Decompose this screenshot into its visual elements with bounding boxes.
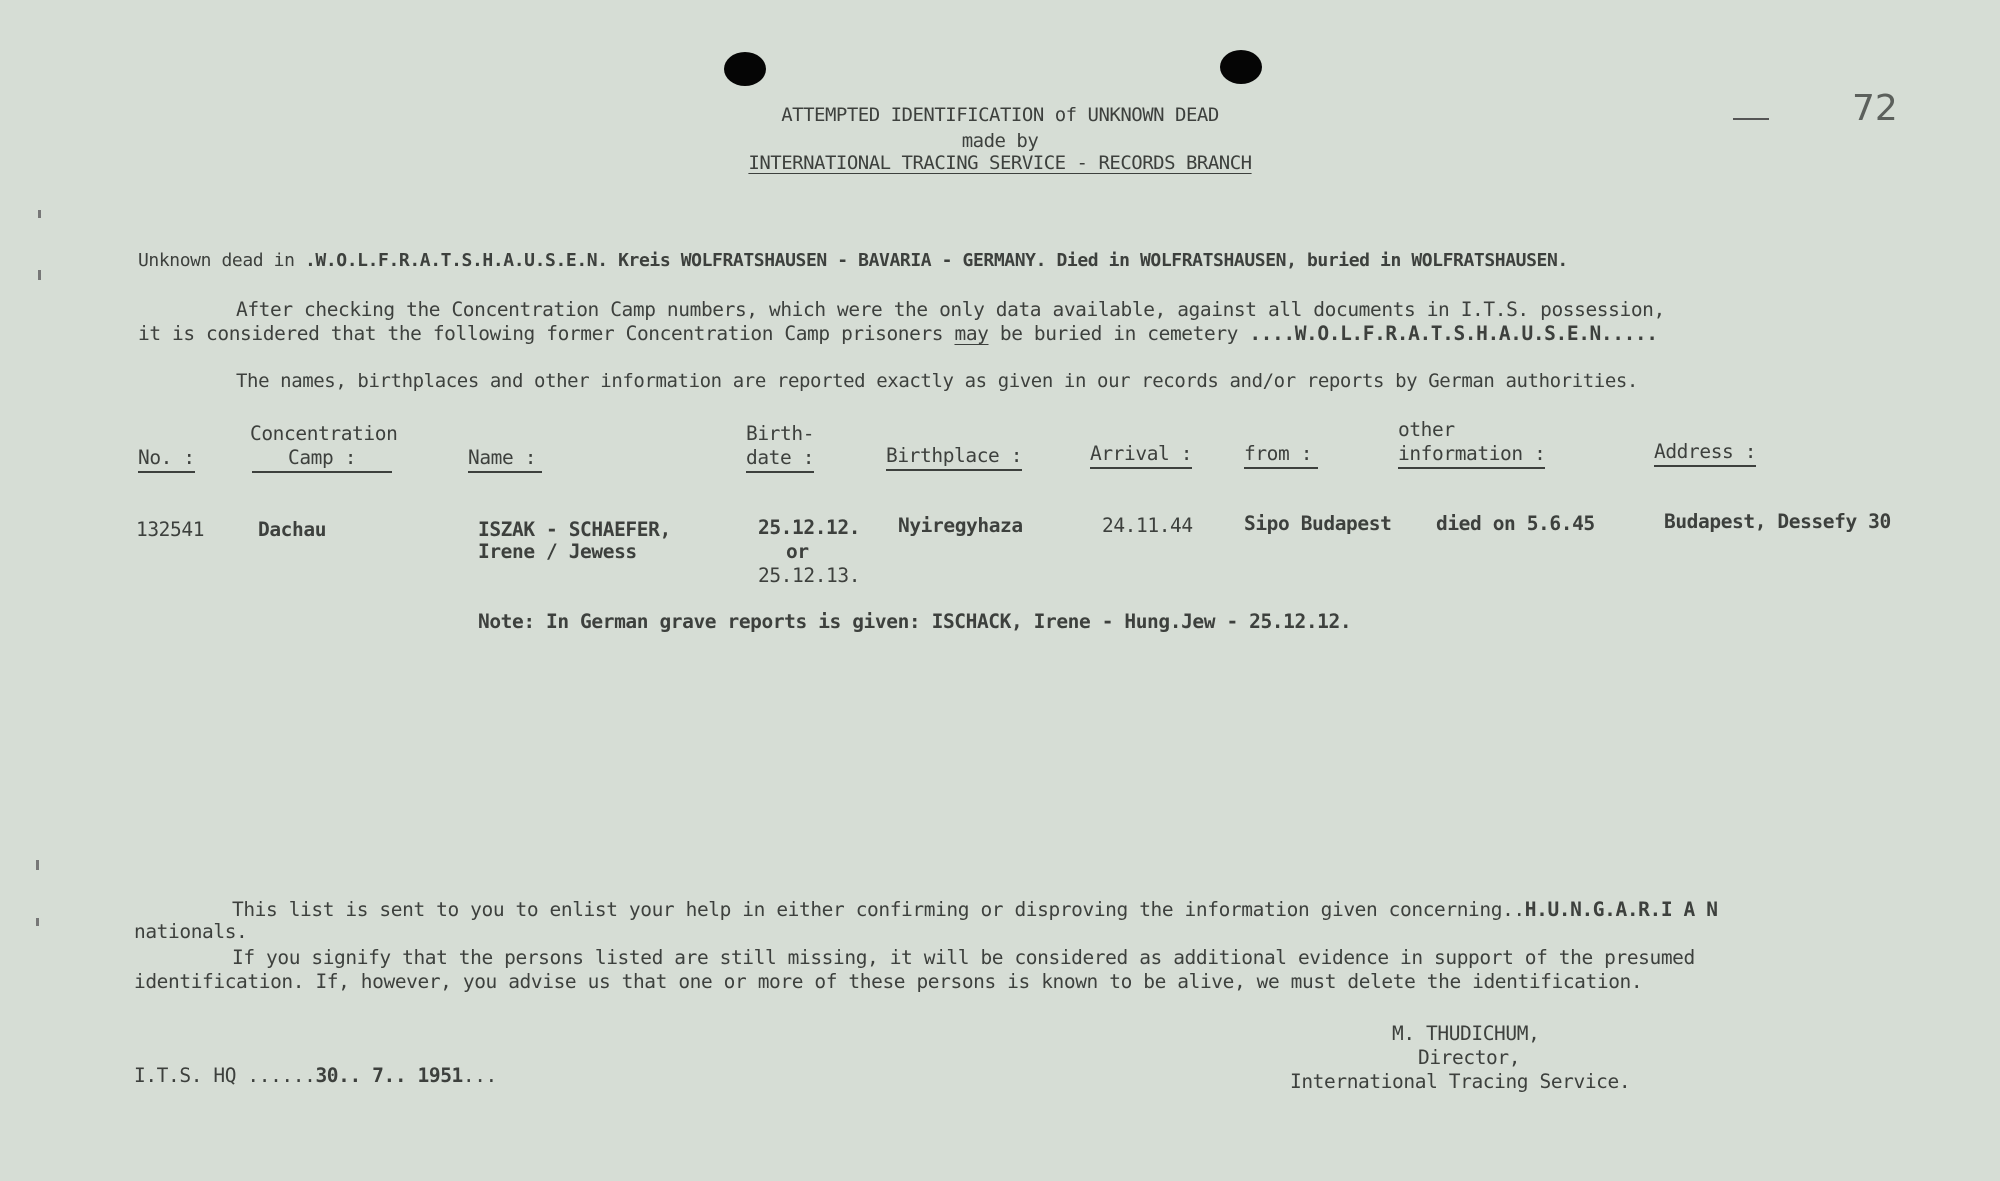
cell-birthplace: Nyiregyhaza <box>898 514 1023 537</box>
edge-mark <box>38 270 41 280</box>
col-header-arrival: Arrival : <box>1090 442 1192 469</box>
col-header-birthdate: date : <box>746 446 814 473</box>
closing-text: This list is sent to you to enlist your help in either confirming or disproving the information given concerning.. <box>232 898 1525 921</box>
unknown-dead-location: .W.O.L.F.R.A.T.S.H.A.U.S.E.N. Kreis WOLFRATSHAUSEN - BAVARIA - GERMANY. Died in WOLFRATSHAUSEN, buried in WOLFRATSHAUSEN. <box>305 250 1568 271</box>
unknown-dead-line <box>138 250 1568 271</box>
cell-name-line2: Irene / Jewess <box>478 540 637 563</box>
header-title: ATTEMPTED IDENTIFICATION of UNKNOWN DEAD <box>781 104 1219 126</box>
col-header-name: Name : <box>468 446 542 473</box>
page-number: 72 <box>1852 88 1898 129</box>
col-header-camp: Camp : <box>252 446 392 473</box>
signer-org: International Tracing Service. <box>1290 1070 1631 1093</box>
header-made-by: made by <box>961 130 1039 152</box>
col-header-from: from : <box>1244 442 1318 469</box>
intro-text: be buried in cemetery <box>999 322 1238 345</box>
col-header-camp-top: Concentration <box>250 422 398 445</box>
hq-dots: ... <box>462 1064 497 1087</box>
cell-camp: Dachau <box>258 518 327 541</box>
cell-from: Sipo Budapest <box>1244 512 1392 535</box>
nationality: H.U.N.G.A.R.I A N <box>1524 898 1718 921</box>
edge-mark <box>38 210 41 218</box>
closing-line1 <box>232 898 1718 921</box>
col-header-birthdate-top: Birth- <box>746 422 815 445</box>
edge-mark <box>36 860 39 870</box>
intro-paragraph-line2 <box>138 322 1658 345</box>
col-header-no: No. : <box>138 446 195 473</box>
col-header-other-top: other <box>1398 418 1455 441</box>
hq-label: I.T.S. HQ ...... <box>134 1064 316 1087</box>
cemetery-name: ....W.O.L.F.R.A.T.S.H.A.U.S.E.N..... <box>1249 322 1658 345</box>
pencil-dash <box>1733 118 1769 120</box>
intro-may: may <box>954 322 989 345</box>
cell-arrival: 24.11.44 <box>1102 514 1193 537</box>
intro-paragraph-line1: After checking the Concentration Camp numbers, which were the only data available, against all documents in I.T.S. possession, <box>236 298 1665 321</box>
unknown-dead-label: Unknown dead in <box>138 250 295 271</box>
cell-birthdate-line3: 25.12.13. <box>758 564 861 587</box>
col-header-birthplace: Birthplace : <box>886 444 1022 471</box>
hq-date-line <box>134 1064 497 1087</box>
col-header-address: Address : <box>1654 440 1756 467</box>
closing-line2: nationals. <box>134 920 248 943</box>
col-header-other: information : <box>1398 442 1545 469</box>
signer-name: M. THUDICHUM, <box>1392 1022 1540 1045</box>
closing-line4: identification. If, however, you advise us that one or more of these persons is known to be alive, we must delete the identification. <box>134 970 1643 993</box>
signer-title: Director, <box>1418 1046 1521 1069</box>
punch-hole-right <box>1220 50 1262 84</box>
cell-birthdate-line2: or <box>786 540 809 563</box>
records-note: The names, birthplaces and other information are reported exactly as given in our records and/or reports by German authorities. <box>236 370 1638 392</box>
intro-text: it is considered that the following former Concentration Camp prisoners <box>138 322 944 345</box>
cell-name-line1: ISZAK - SCHAEFER, <box>478 518 671 541</box>
closing-line3: If you signify that the persons listed are still missing, it will be considered as additional evidence in support of the presumed <box>232 946 1695 969</box>
cell-address: Budapest, Dessefy 30 <box>1664 510 1891 533</box>
edge-mark <box>36 918 39 926</box>
grave-report-note: Note: In German grave reports is given: ISCHACK, Irene - Hung.Jew - 25.12.12. <box>478 610 1352 633</box>
cell-no: 132541 <box>136 518 205 541</box>
punch-hole-left <box>724 52 766 86</box>
cell-other: died on 5.6.45 <box>1436 512 1595 535</box>
hq-date: 30.. 7.. 1951 <box>315 1064 463 1087</box>
cell-birthdate-line1: 25.12.12. <box>758 516 861 539</box>
header-organization: INTERNATIONAL TRACING SERVICE - RECORDS BRANCH <box>748 152 1252 174</box>
